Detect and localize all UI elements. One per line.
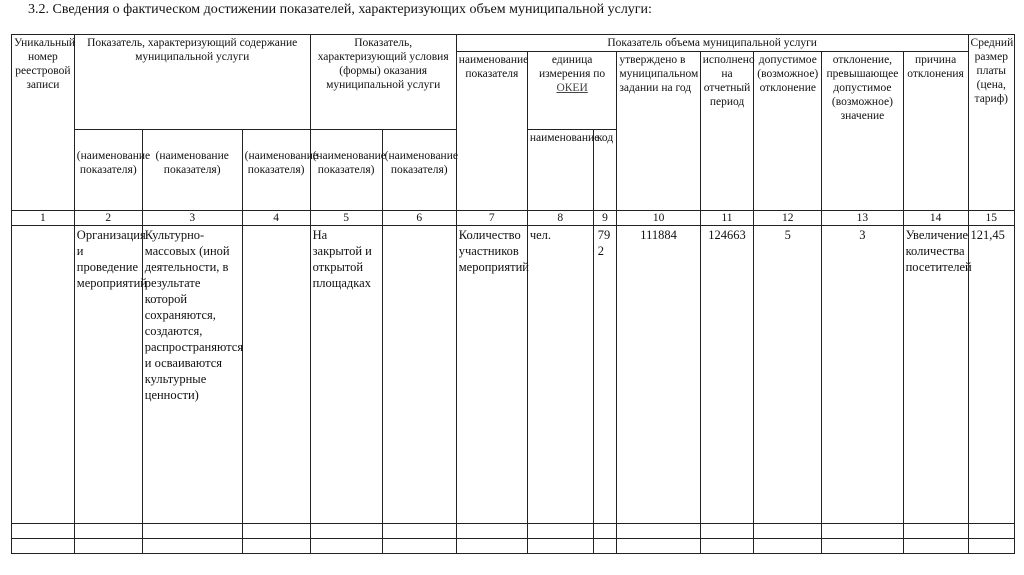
subheader-unit-name: наименование [527, 130, 593, 211]
cell-unit-code: 792 [593, 226, 617, 524]
cell-content-indicator-1: Организация и проведение мероприятий [74, 226, 142, 524]
column-number: 12 [754, 211, 822, 226]
column-number: 13 [822, 211, 903, 226]
header-indicator-name: наименование показателя [456, 52, 527, 211]
header-unit-label: единица измерения по [539, 54, 606, 80]
header-volume-indicator: Показатель объема муниципальной услуги [456, 35, 968, 52]
cell-content-indicator-2: Культурно-массовых (иной деятельности, в результате которой сохраняются, создаются, распространяются и осваиваются культурные ценности) [142, 226, 242, 524]
volume-indicators-table [11, 34, 1015, 554]
cell-conditions-indicator-2 [382, 226, 456, 524]
cell-content-indicator-3 [242, 226, 310, 524]
column-number: 8 [527, 211, 593, 226]
empty-row [12, 539, 1015, 554]
subheader-content-3 [242, 130, 318, 211]
cell-executed: 124663 [700, 226, 754, 524]
header-reason: причина отклонения [903, 52, 968, 211]
subheader-label: (наименование показателя) [244, 150, 318, 176]
header-executed: исполнено на отчетный период [700, 52, 754, 211]
column-number: 14 [903, 211, 968, 226]
cell-indicator-name: Количество участников мероприятий [456, 226, 527, 524]
header-allowed-deviation: допустимое (возможное) отклонение [754, 52, 822, 211]
column-number: 9 [593, 211, 617, 226]
header-approved: утверждено в муниципальном задании на год [617, 52, 700, 211]
column-number: 4 [242, 211, 310, 226]
cell-exceeding-deviation: 3 [822, 226, 903, 524]
column-number: 11 [700, 211, 754, 226]
cell-conditions-indicator-1: На закрытой и открытой площадках [310, 226, 382, 524]
header-conditions-indicator: Показатель, характеризующий условия (формы) оказания муниципальной услуги [310, 35, 456, 130]
header-exceeding-deviation: отклонение, превышающее допустимое (возможное) значение [822, 52, 903, 211]
subheader-content-2 [142, 130, 242, 211]
column-number: 10 [617, 211, 700, 226]
column-number: 5 [310, 211, 382, 226]
cell-approved: 111884 [617, 226, 700, 524]
header-content-indicator: Показатель, характеризующий содержание муниципальной услуги [74, 35, 310, 130]
empty-row [12, 524, 1015, 539]
subheader-label: (наименование показателя) [155, 150, 229, 176]
column-number: 6 [382, 211, 456, 226]
section-title: 3.2. Сведения о фактическом достижении показателей, характеризующих объем муниципальной услуги: [28, 2, 652, 17]
column-number: 15 [968, 211, 1014, 226]
subheader-label: (наименование показателя) [312, 150, 386, 176]
column-number: 2 [74, 211, 142, 226]
subheader-conditions-2 [382, 130, 456, 211]
column-number: 3 [142, 211, 242, 226]
column-number: 7 [456, 211, 527, 226]
subheader-unit-code: код [593, 130, 617, 211]
cell-unique-number [12, 226, 75, 524]
header-unit [527, 52, 617, 130]
table-row [12, 226, 1015, 524]
cell-allowed-deviation: 5 [754, 226, 822, 524]
okei-link[interactable]: ОКЕИ [556, 82, 588, 94]
header-avg-fee: Средний размер платы (цена, тариф) [968, 35, 1014, 211]
subheader-conditions-1 [310, 130, 386, 211]
cell-reason: Увеличение количества посетителей [903, 226, 968, 524]
subheader-content-1 [74, 130, 151, 211]
cell-avg-fee: 121,45 [968, 226, 1014, 524]
subheader-label: (наименование показателя) [384, 150, 458, 176]
column-number: 1 [12, 211, 75, 226]
header-unique-number: Уникальный номер реестровой записи [12, 35, 75, 211]
subheader-label: (наименование показателя) [76, 150, 151, 176]
cell-unit-name: чел. [527, 226, 593, 524]
